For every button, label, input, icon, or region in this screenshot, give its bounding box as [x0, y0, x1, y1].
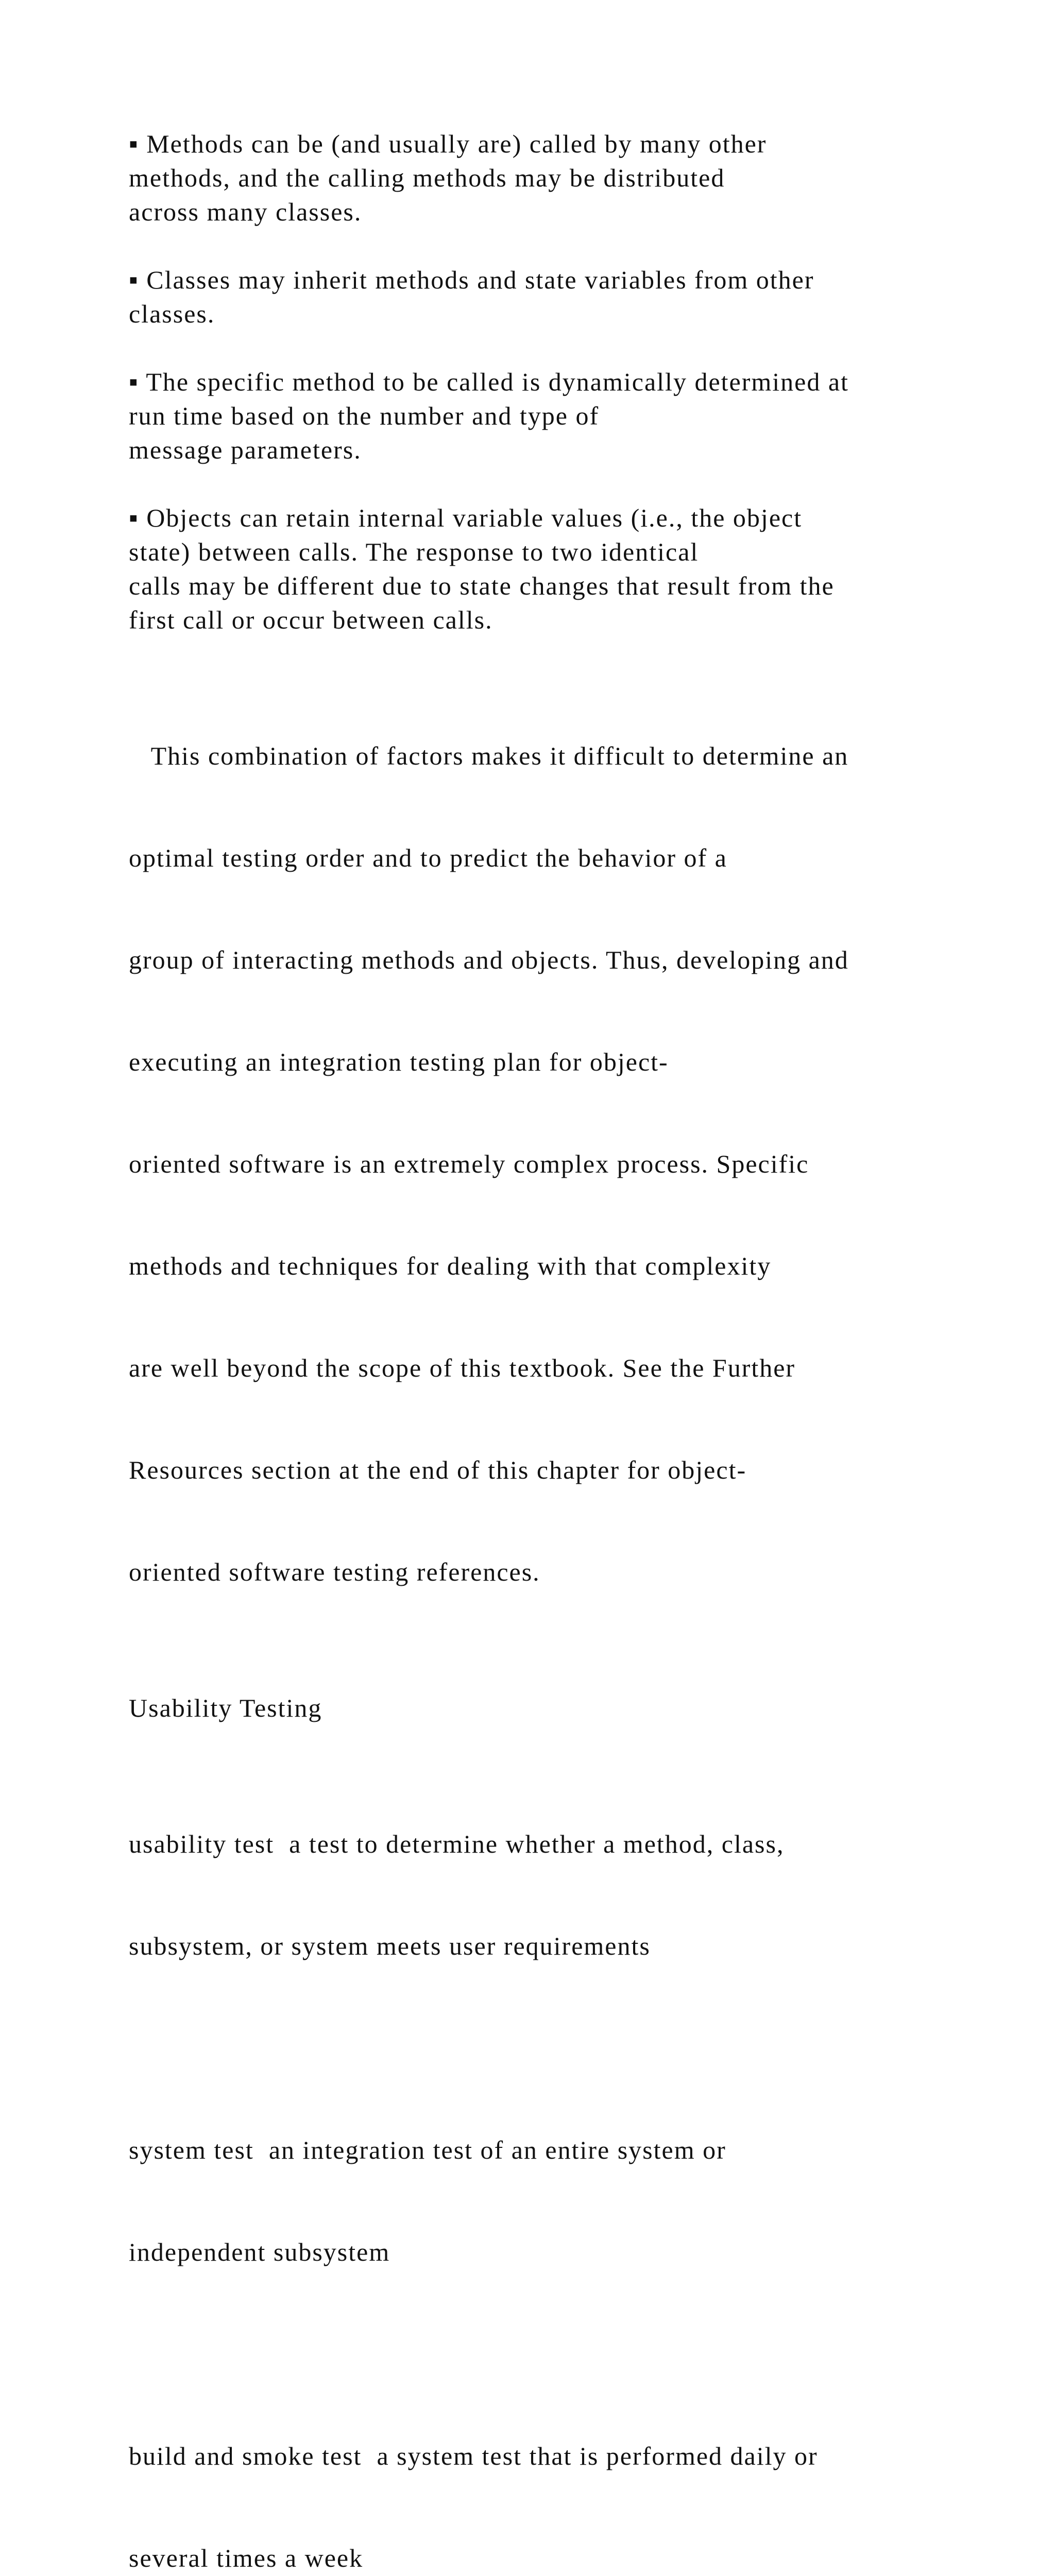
text-line: Resources section at the end of this chapter for object-: [129, 1455, 747, 1484]
text-line: This combination of factors makes it difficult to determine an: [129, 741, 849, 770]
text-line: are well beyond the scope of this textbook. See the Further: [129, 1353, 796, 1382]
text-line: oriented software is an extremely complex process. Specific: [129, 1149, 809, 1178]
text-line: group of interacting methods and objects. Thus, developing and: [129, 945, 849, 974]
definition-build-and-smoke-test: [129, 2371, 1005, 2576]
text-line: optimal testing order and to predict the behavior of a: [129, 843, 727, 872]
text-line: methods and techniques for dealing with that complexity: [129, 1251, 772, 1280]
bullet-item-object-state: [129, 501, 1005, 637]
text-line: calls may be different due to state changes that result from the: [129, 571, 835, 600]
definition-system-test: [129, 2065, 1005, 2337]
text-line: subsystem, or system meets user requirements: [129, 1931, 651, 1960]
text-line: message parameters.: [129, 435, 362, 464]
section-heading: [129, 1691, 1005, 1725]
bullet-item-methods-called: [129, 127, 1005, 229]
section-heading-text: Usability Testing: [129, 1693, 322, 1722]
bullet-item-inheritance: [129, 263, 1005, 331]
text-line: executing an integration testing plan for object-: [129, 1047, 669, 1076]
text-line: across many classes.: [129, 197, 362, 226]
document-body: [129, 127, 1005, 2576]
text-line: methods, and the calling methods may be distributed: [129, 163, 725, 192]
text-line: ▪ Objects can retain internal variable values (i.e., the object: [129, 503, 803, 532]
text-line: run time based on the number and type of: [129, 401, 600, 430]
text-line: first call or occur between calls.: [129, 605, 493, 634]
text-line: ▪ Methods can be (and usually are) called by many other: [129, 129, 767, 158]
text-line: several times a week: [129, 2544, 364, 2572]
body-paragraph: [129, 671, 1005, 1657]
bullet-item-dynamic-binding: [129, 365, 1005, 467]
text-line: oriented software testing references.: [129, 1557, 540, 1586]
text-line: ▪ Classes may inherit methods and state variables from other: [129, 265, 814, 294]
text-line: usability test a test to determine whether a method, class,: [129, 1829, 785, 1858]
text-line: build and smoke test a system test that is performed daily or: [129, 2442, 818, 2470]
text-line: independent subsystem: [129, 2238, 390, 2266]
text-line: state) between calls. The response to two identical: [129, 537, 699, 566]
text-line: ▪ The specific method to be called is dynamically determined at: [129, 367, 849, 396]
definition-usability-test: [129, 1759, 1005, 2031]
text-line: system test an integration test of an entire system or: [129, 2136, 726, 2164]
text-line: classes.: [129, 299, 215, 328]
